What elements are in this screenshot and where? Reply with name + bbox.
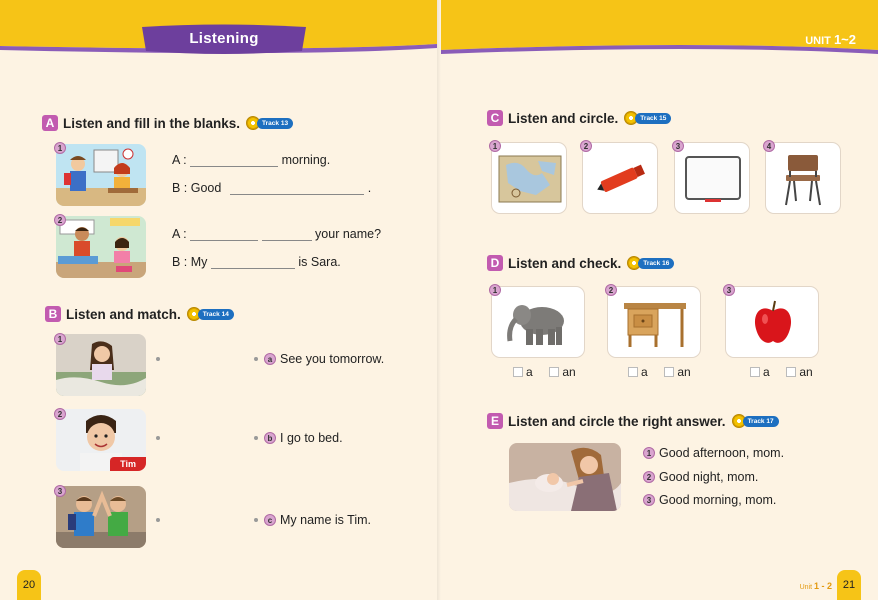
checkbox-a[interactable] (513, 367, 523, 377)
track-13-badge[interactable]: Track 13 (246, 116, 293, 130)
page-number-right: 21 (837, 570, 861, 600)
choice-card-map[interactable] (491, 142, 567, 214)
choice-card-marker[interactable] (582, 142, 658, 214)
a1-line2: B : Good . (172, 181, 372, 195)
section-c-title: C Listen and circle. Track 15 (487, 110, 671, 126)
a1-line1: A : morning. (172, 153, 331, 167)
item-number: 1 (54, 333, 66, 345)
match-dot[interactable] (254, 357, 258, 361)
match-dot[interactable] (156, 518, 160, 522)
e-answer-1[interactable]: 1 Good afternoon, mom. (643, 446, 784, 460)
page-number-left: 20 (17, 570, 41, 600)
match-answer-c: c My name is Tim. (264, 513, 371, 527)
item-number: 1 (489, 140, 501, 152)
item-number: 2 (54, 214, 66, 226)
boys-high-five-photo (56, 486, 146, 548)
match-dot[interactable] (156, 357, 160, 361)
section-b-title: B Listen and match. Track 14 (45, 306, 234, 322)
item-number: 2 (54, 408, 66, 420)
section-a-title: A Listen and fill in the blanks. Track 13 (42, 115, 293, 131)
whiteboard-icon (683, 153, 743, 205)
page-fold (437, 0, 441, 600)
elephant-icon (504, 297, 574, 349)
mom-and-child-photo (509, 443, 621, 511)
apple-icon (752, 299, 794, 347)
a2-line1: A : your name? (172, 227, 382, 241)
d1-options: a an (513, 365, 576, 379)
choice-card-whiteboard[interactable] (674, 142, 750, 214)
answer-blank[interactable] (262, 229, 312, 241)
choice-card-apple (725, 286, 819, 358)
item-number: 3 (672, 140, 684, 152)
match-dot[interactable] (254, 518, 258, 522)
map-icon (498, 155, 562, 203)
e-answer-3[interactable]: 3 Good morning, mom. (643, 493, 776, 507)
d2-options: a an (628, 365, 691, 379)
item-number: 1 (489, 284, 501, 296)
checkbox-an[interactable] (786, 367, 796, 377)
section-label: Listening (189, 30, 259, 47)
match-answer-a: a See you tomorrow. (264, 352, 384, 366)
track-17-badge[interactable]: Track 17 (732, 414, 779, 428)
answer-blank[interactable] (230, 183, 364, 195)
answer-blank[interactable] (211, 257, 295, 269)
track-16-badge[interactable]: Track 16 (627, 256, 674, 270)
match-answer-b: b I go to bed. (264, 431, 343, 445)
answer-blank[interactable] (190, 155, 278, 167)
desk-icon (622, 297, 688, 349)
item-number: 3 (54, 485, 66, 497)
track-15-badge[interactable]: Track 15 (624, 111, 671, 125)
choice-card-chair[interactable] (765, 142, 841, 214)
classroom-greeting-picture (56, 144, 146, 206)
match-dot[interactable] (156, 436, 160, 440)
item-number: 1 (54, 142, 66, 154)
track-14-badge[interactable]: Track 14 (187, 307, 234, 321)
checkbox-a[interactable] (750, 367, 760, 377)
choice-card-desk (607, 286, 701, 358)
unit-label-top: UNIT 1~2 (805, 32, 856, 47)
d3-options: a an (750, 365, 813, 379)
chair-icon (780, 151, 828, 207)
checkbox-an[interactable] (664, 367, 674, 377)
boy-tim-photo (56, 409, 146, 471)
girl-in-bed-photo (56, 334, 146, 396)
section-d-title: D Listen and check. Track 16 (487, 255, 674, 271)
checkbox-an[interactable] (549, 367, 559, 377)
match-dot[interactable] (254, 436, 258, 440)
marker-icon (593, 161, 649, 197)
classroom-name-picture (56, 216, 146, 278)
item-number: 3 (723, 284, 735, 296)
item-number: 4 (763, 140, 775, 152)
unit-label-bottom: Unit 1 - 2 (799, 581, 832, 591)
answer-blank[interactable] (190, 229, 258, 241)
section-e-title: E Listen and circle the right answer. Track 17 (487, 413, 779, 429)
checkbox-a[interactable] (628, 367, 638, 377)
choice-card-elephant (491, 286, 585, 358)
a2-line2: B : My is Sara. (172, 255, 341, 269)
item-number: 2 (580, 140, 592, 152)
item-number: 2 (605, 284, 617, 296)
e-answer-2[interactable]: 2 Good night, mom. (643, 470, 758, 484)
name-tag: Tim (110, 457, 146, 471)
